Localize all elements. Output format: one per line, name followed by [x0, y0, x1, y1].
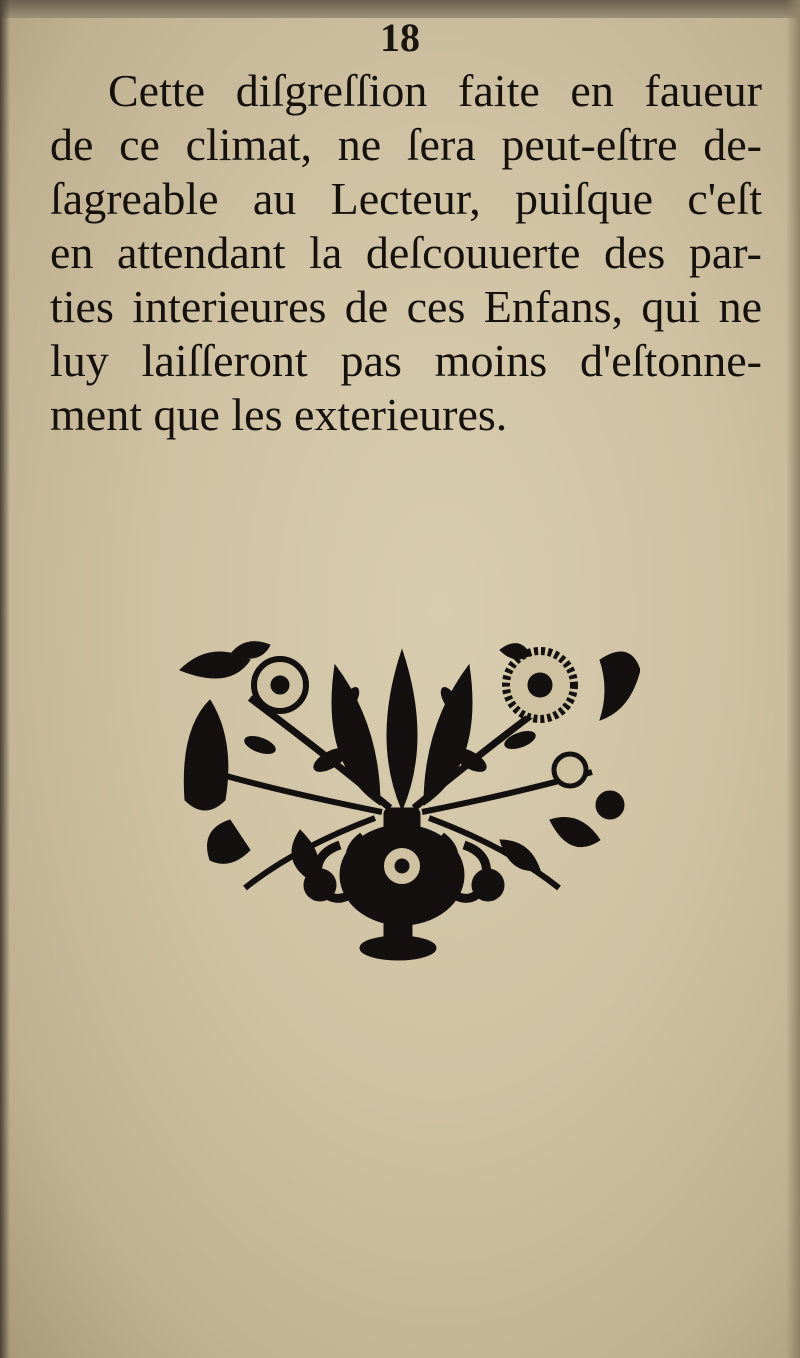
page-number: 18	[380, 15, 420, 60]
paragraph	[50, 64, 762, 442]
paragraph-line: ment que les exterieures.	[50, 389, 508, 440]
paragraph-line: en attendant la deſcouuerte des par-	[50, 227, 762, 278]
paragraph-line: Cette diſgreſſion faite en faueur	[108, 65, 762, 116]
flower-vase-woodcut-icon	[170, 640, 640, 970]
paragraph-line: ſagreable au Lecteur, puiſque c'eſt	[50, 173, 762, 224]
paragraph-line: ties interieures de ces Enfans, qui ne	[50, 281, 762, 332]
paragraph-line: luy laiſſeront pas moins d'eſtonne-	[50, 335, 762, 386]
gutter-shadow	[0, 0, 10, 1358]
paragraph-line: de ce climat, ne ſera peut-eſtre de-	[50, 119, 762, 170]
page-edge-shadow	[786, 0, 800, 1358]
